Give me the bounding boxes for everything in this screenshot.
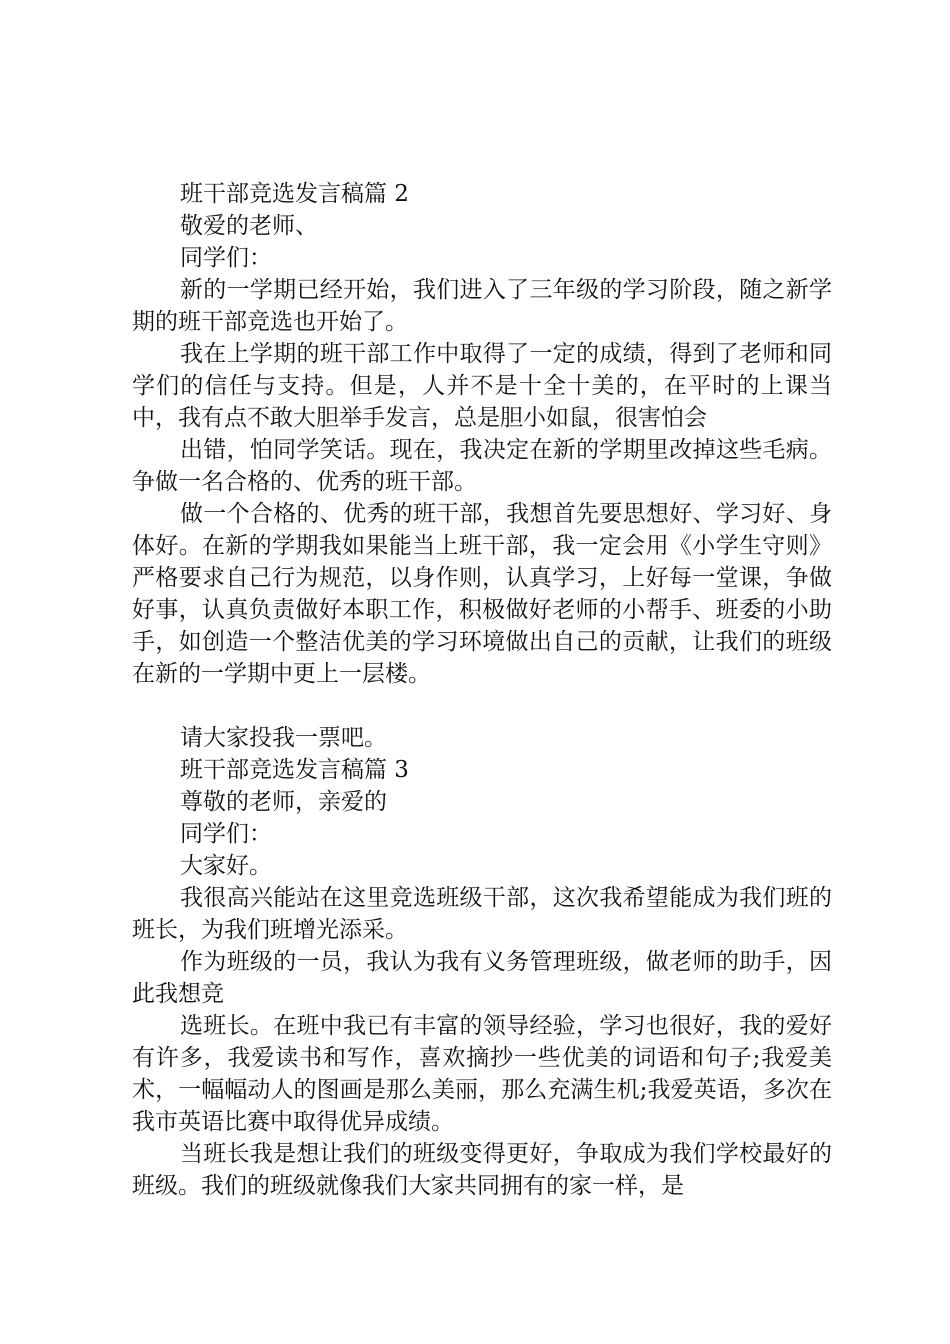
paragraph-spacer [132,690,832,722]
paragraph: 请大家投我一票吧。 [180,725,387,751]
document-body [132,178,832,1202]
salutation-line: 敬爱的老师、 [180,213,318,239]
paragraph: 选班长。在班中我已有丰富的领导经验，学习也很好，我的爱好有许多，我爱读书和写作，喜欢摘抄一些优美的词语和句子;我爱美术，一幅幅动人的图画是那么美丽，那么充满生机;我爱英语，多次在我市英语比赛中取得优异成绩。 [132,1013,832,1135]
salutation-line: 同学们： [180,245,272,271]
paragraph: 做一个合格的、优秀的班干部，我想首先要思想好、学习好、身体好。在新的学期我如果能当上班干部，我一定会用《小学生守则》严格要求自己行为规范，以身作则，认真学习，上好每一堂课，争做好事，认真负责做好本职工作，积极做好老师的小帮手、班委的小助手，如创造一个整洁优美的学习环境做出自己的贡献，让我们的班级在新的一学期中更上一层楼。 [132,501,832,687]
paragraph: 出错，怕同学笑话。现在，我决定在新的学期里改掉这些毛病。争做一名合格的、优秀的班干部。 [132,437,832,495]
salutation-line: 同学们： [180,821,272,847]
section-heading-2: 班干部竞选发言稿篇 2 [180,181,409,207]
paragraph: 当班长我是想让我们的班级变得更好，争取成为我们学校最好的班级。我们的班级就像我们大家共同拥有的家一样，是 [132,1141,832,1199]
paragraph: 新的一学期已经开始，我们进入了三年级的学习阶段，随之新学期的班干部竞选也开始了。 [132,277,832,335]
paragraph: 我很高兴能站在这里竞选班级干部，这次我希望能成为我们班的班长，为我们班增光添采。 [132,885,832,943]
section-heading-3: 班干部竞选发言稿篇 3 [180,757,409,783]
paragraph: 作为班级的一员，我认为我有义务管理班级，做老师的助手，因此我想竞 [132,949,832,1007]
greeting-line: 大家好。 [180,853,272,879]
salutation-line: 尊敬的老师，亲爱的 [180,789,387,815]
paragraph: 我在上学期的班干部工作中取得了一定的成绩，得到了老师和同学们的信任与支持。但是，人并不是十全十美的，在平时的上课当中，我有点不敢大胆举手发言，总是胆小如鼠，很害怕会 [132,341,832,431]
